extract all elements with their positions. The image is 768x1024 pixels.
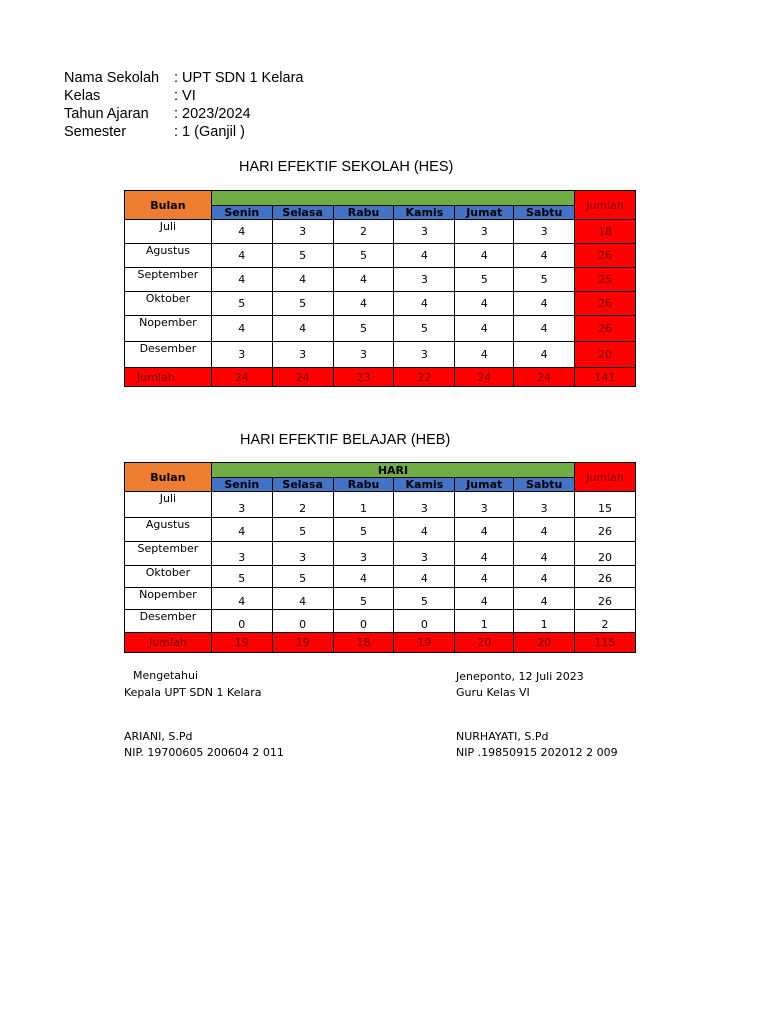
- heb-title: HARI EFEKTIF BELAJAR (HEB): [240, 432, 451, 448]
- value-cell: 3: [394, 268, 455, 292]
- value-cell: 3: [211, 492, 272, 518]
- hes-hari-header: [211, 191, 574, 206]
- heb-hari-header: HARI: [211, 463, 574, 478]
- value-cell: 1: [514, 610, 575, 633]
- month-cell: Nopember: [125, 588, 212, 610]
- totals-row: [125, 633, 636, 653]
- month-cell: Nopember: [125, 316, 212, 342]
- value-cell: 5: [394, 316, 455, 342]
- value-cell: 4: [514, 342, 575, 368]
- row-total-cell: 26: [575, 588, 636, 610]
- value-cell: 4: [455, 316, 514, 342]
- column-total-cell: 23: [333, 368, 394, 387]
- value-cell: 4: [514, 566, 575, 588]
- value-cell: 0: [211, 610, 272, 633]
- value-cell: 4: [514, 244, 575, 268]
- value-cell: 4: [394, 518, 455, 542]
- hes-day-header: Selasa: [272, 206, 333, 220]
- left-sign-line1: Mengetahui: [133, 669, 199, 682]
- row-total-cell: 15: [575, 492, 636, 518]
- month-cell: Agustus: [125, 518, 212, 542]
- month-cell: Juli: [125, 220, 212, 244]
- value-cell: 4: [272, 588, 333, 610]
- right-sign-name: NURHAYATI, S.Pd: [456, 730, 549, 743]
- month-cell: Oktober: [125, 292, 212, 316]
- right-sign-nip: NIP .19850915 202012 2 009: [456, 746, 618, 759]
- month-cell: September: [125, 542, 212, 566]
- row-total-cell: 20: [575, 542, 636, 566]
- value-cell: 0: [394, 610, 455, 633]
- value-cell: 1: [455, 610, 514, 633]
- table-row: [125, 220, 636, 244]
- value-cell: 4: [394, 566, 455, 588]
- month-cell: Desember: [125, 342, 212, 368]
- column-total-cell: 24: [514, 368, 575, 387]
- totals-row: [125, 368, 636, 387]
- value-cell: 5: [333, 316, 394, 342]
- month-cell: Desember: [125, 610, 212, 633]
- value-cell: 4: [394, 244, 455, 268]
- column-total-cell: 20: [455, 633, 514, 653]
- value-cell: 3: [211, 542, 272, 566]
- row-total-cell: 25: [575, 268, 636, 292]
- month-cell: Juli: [125, 492, 212, 518]
- heb-day-header: Senin: [211, 478, 272, 492]
- heb-day-header: Jumat: [455, 478, 514, 492]
- value-cell: 2: [333, 220, 394, 244]
- class-row: [64, 87, 303, 105]
- hes-table: [124, 190, 636, 387]
- value-cell: 5: [272, 518, 333, 542]
- value-cell: 4: [211, 244, 272, 268]
- value-cell: 4: [272, 316, 333, 342]
- value-cell: 3: [455, 220, 514, 244]
- table-row: [125, 292, 636, 316]
- value-cell: 4: [211, 268, 272, 292]
- column-total-cell: 22: [394, 368, 455, 387]
- value-cell: 4: [455, 342, 514, 368]
- right-sign-line1: Jeneponto, 12 Juli 2023: [456, 670, 584, 683]
- value-cell: 3: [211, 342, 272, 368]
- value-cell: 3: [272, 342, 333, 368]
- value-cell: 5: [272, 566, 333, 588]
- value-cell: 4: [514, 292, 575, 316]
- value-cell: 4: [455, 588, 514, 610]
- table-row: [125, 610, 636, 633]
- value-cell: 5: [455, 268, 514, 292]
- totals-label: Jumlah: [125, 633, 212, 653]
- table-row: [125, 244, 636, 268]
- value-cell: 4: [394, 292, 455, 316]
- value-cell: 4: [455, 518, 514, 542]
- table-row: [125, 316, 636, 342]
- table-row: [125, 588, 636, 610]
- value-cell: 5: [333, 518, 394, 542]
- month-cell: Agustus: [125, 244, 212, 268]
- table-row: [125, 542, 636, 566]
- value-cell: 3: [272, 542, 333, 566]
- hes-day-header: Sabtu: [514, 206, 575, 220]
- value-cell: 4: [211, 316, 272, 342]
- row-total-cell: 26: [575, 292, 636, 316]
- school-row: [64, 69, 303, 87]
- value-cell: 0: [333, 610, 394, 633]
- heb-day-header: Selasa: [272, 478, 333, 492]
- hes-day-header: Rabu: [333, 206, 394, 220]
- semester-value: : 1 (Ganjil ): [174, 124, 245, 140]
- value-cell: 4: [211, 588, 272, 610]
- hes-title: HARI EFEKTIF SEKOLAH (HES): [239, 159, 454, 175]
- column-total-cell: 19: [394, 633, 455, 653]
- year-row: [64, 105, 303, 123]
- table-row: [125, 492, 636, 518]
- heb-jumlah-header: Jumlah: [575, 463, 636, 492]
- value-cell: 4: [272, 268, 333, 292]
- value-cell: 5: [333, 588, 394, 610]
- value-cell: 3: [394, 542, 455, 566]
- column-total-cell: 19: [211, 633, 272, 653]
- right-sign-line2: Guru Kelas VI: [456, 686, 530, 699]
- column-total-cell: 24: [211, 368, 272, 387]
- heb-bulan-header: Bulan: [125, 463, 212, 492]
- school-value: : UPT SDN 1 Kelara: [174, 70, 304, 86]
- year-label: Tahun Ajaran: [64, 106, 149, 122]
- value-cell: 4: [455, 244, 514, 268]
- table-row: [125, 268, 636, 292]
- column-total-cell: 20: [514, 633, 575, 653]
- row-total-cell: 26: [575, 316, 636, 342]
- left-sign-nip: NIP. 19700605 200604 2 011: [124, 746, 284, 759]
- value-cell: 4: [333, 268, 394, 292]
- column-total-cell: 24: [272, 368, 333, 387]
- year-value: : 2023/2024: [174, 106, 251, 122]
- value-cell: 2: [272, 492, 333, 518]
- school-info: [64, 69, 303, 141]
- value-cell: 4: [514, 316, 575, 342]
- value-cell: 3: [514, 492, 575, 518]
- value-cell: 5: [211, 566, 272, 588]
- heb-table: [124, 462, 636, 653]
- totals-label: Jumlah: [125, 368, 212, 387]
- value-cell: 4: [514, 588, 575, 610]
- grand-total-cell: 141: [575, 368, 636, 387]
- semester-label: Semester: [64, 124, 127, 140]
- column-total-cell: 24: [455, 368, 514, 387]
- class-label: Kelas: [64, 88, 101, 104]
- left-sign-name: ARIANI, S.Pd: [124, 730, 193, 743]
- school-label: Nama Sekolah: [64, 70, 160, 86]
- table-row: [125, 342, 636, 368]
- month-cell: Oktober: [125, 566, 212, 588]
- value-cell: 4: [455, 566, 514, 588]
- value-cell: 3: [455, 492, 514, 518]
- value-cell: 3: [514, 220, 575, 244]
- row-total-cell: 20: [575, 342, 636, 368]
- value-cell: 4: [514, 518, 575, 542]
- value-cell: 5: [272, 292, 333, 316]
- value-cell: 4: [455, 292, 514, 316]
- value-cell: 5: [211, 292, 272, 316]
- grand-total-cell: 115: [575, 633, 636, 653]
- column-total-cell: 19: [272, 633, 333, 653]
- row-total-cell: 2: [575, 610, 636, 633]
- value-cell: 5: [272, 244, 333, 268]
- hes-day-header: Senin: [211, 206, 272, 220]
- row-total-cell: 26: [575, 244, 636, 268]
- value-cell: 3: [333, 542, 394, 566]
- left-sign-line2: Kepala UPT SDN 1 Kelara: [124, 686, 262, 699]
- semester-row: [64, 123, 303, 141]
- table-row: [125, 566, 636, 588]
- value-cell: 3: [333, 342, 394, 368]
- value-cell: 4: [514, 542, 575, 566]
- value-cell: 3: [394, 220, 455, 244]
- value-cell: 5: [333, 244, 394, 268]
- value-cell: 4: [211, 518, 272, 542]
- row-total-cell: 18: [575, 220, 636, 244]
- value-cell: 0: [272, 610, 333, 633]
- month-cell: September: [125, 268, 212, 292]
- value-cell: 3: [272, 220, 333, 244]
- row-total-cell: 26: [575, 566, 636, 588]
- value-cell: 3: [394, 492, 455, 518]
- value-cell: 4: [455, 542, 514, 566]
- class-value: : VI: [174, 88, 196, 104]
- hes-jumlah-header: Jumlah: [575, 191, 636, 220]
- heb-day-header: Kamis: [394, 478, 455, 492]
- row-total-cell: 26: [575, 518, 636, 542]
- hes-bulan-header: Bulan: [125, 191, 212, 220]
- column-total-cell: 18: [333, 633, 394, 653]
- value-cell: 3: [394, 342, 455, 368]
- value-cell: 4: [333, 566, 394, 588]
- hes-day-header: Kamis: [394, 206, 455, 220]
- value-cell: 4: [333, 292, 394, 316]
- value-cell: 5: [514, 268, 575, 292]
- value-cell: 1: [333, 492, 394, 518]
- value-cell: 4: [211, 220, 272, 244]
- heb-day-header: Sabtu: [514, 478, 575, 492]
- table-row: [125, 518, 636, 542]
- hes-day-header: Jumat: [455, 206, 514, 220]
- heb-day-header: Rabu: [333, 478, 394, 492]
- value-cell: 5: [394, 588, 455, 610]
